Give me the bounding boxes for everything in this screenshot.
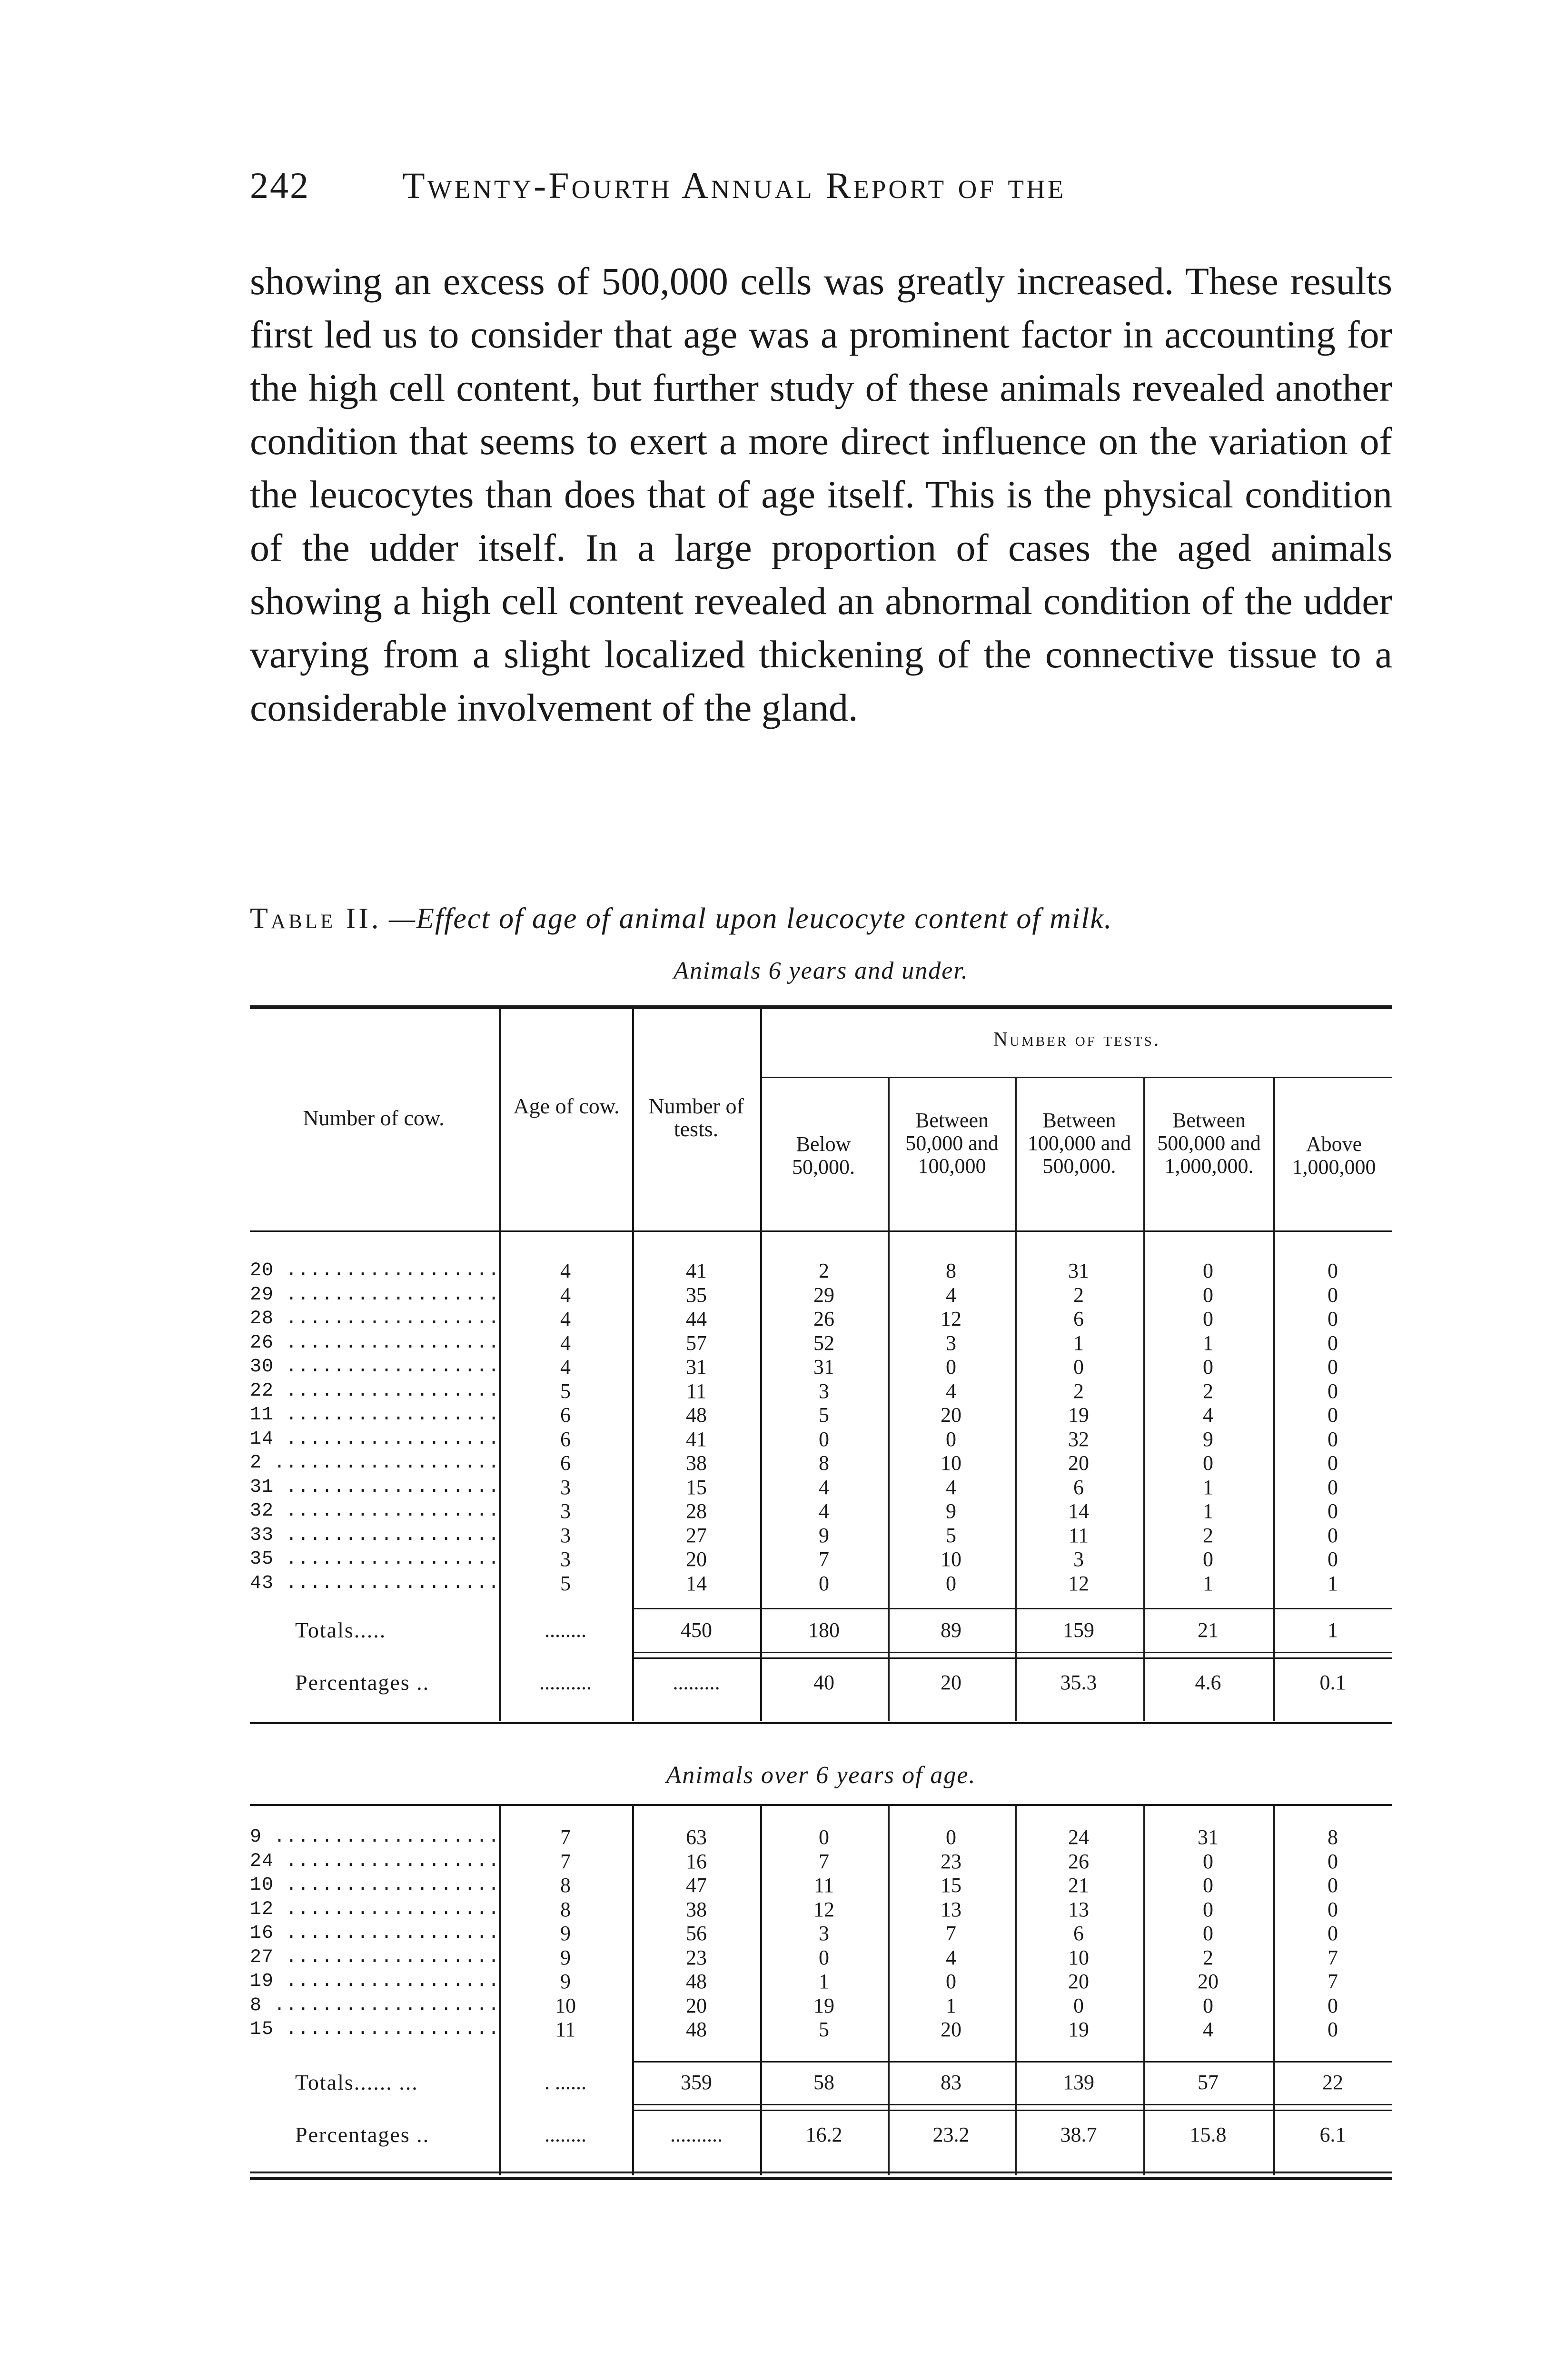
cell-b1: 13 (941, 1897, 961, 1921)
pct-rule-b-0 (633, 1657, 1392, 1659)
vline-tests-2 (632, 1804, 634, 2175)
row-cow-number: 26 .................. (250, 1332, 500, 1354)
totals-rule-0 (633, 1608, 1392, 1609)
cell-above: 0 (1328, 1475, 1338, 1499)
percentages-below: 40 (813, 1671, 834, 1694)
cell-age: 6 (560, 1403, 571, 1427)
row-cow-number: 24 .................. (250, 1850, 500, 1872)
cell-tests: 35 (686, 1283, 707, 1307)
cell-age: 4 (560, 1355, 571, 1378)
col-header-cow: Number of cow. (303, 1106, 445, 1130)
cell-below: 11 (813, 1874, 834, 1897)
cell-tests: 57 (686, 1331, 707, 1355)
leader-dots: .................. (274, 1572, 500, 1594)
table-bottom-rule-1 (250, 2172, 1392, 2173)
cell-age: 4 (560, 1331, 571, 1355)
running-title: Twenty-Fourth Annual Report of the (402, 165, 1066, 206)
leader-dots: .................. (274, 1260, 500, 1281)
cell-tests: 48 (686, 1970, 707, 1993)
cell-above: 0 (1328, 1427, 1338, 1451)
cell-b1: 9 (946, 1499, 956, 1523)
cell-age: 10 (555, 1993, 576, 2017)
cell-tests: 48 (686, 2018, 707, 2041)
vline-b2-2 (1015, 1804, 1017, 2175)
totals-above: 1 (1328, 1618, 1338, 1642)
cell-b2: 20 (1068, 1970, 1089, 1993)
leader-dots: .................. (274, 2019, 500, 2040)
cell-age: 9 (560, 1945, 571, 1969)
cell-above: 0 (1328, 1283, 1338, 1307)
cell-below: 4 (819, 1475, 829, 1499)
cell-b3: 1 (1203, 1571, 1213, 1595)
totals-rule-1 (633, 2061, 1392, 2063)
percentages-b1: 23.2 (932, 2123, 970, 2146)
cell-b2: 6 (1073, 1475, 1084, 1499)
totals-b3: 21 (1198, 1618, 1219, 1642)
cell-tests: 38 (686, 1451, 707, 1475)
row-cow-number: 35 .................. (250, 1548, 500, 1570)
pct-rule-a-1 (633, 2104, 1392, 2105)
cell-b2: 1 (1073, 1331, 1084, 1355)
col-header-b2: Between 100,000 and 500,000. (1027, 1109, 1131, 1178)
col-header-below: Below 50,000. (792, 1132, 855, 1179)
cell-b3: 1 (1203, 1475, 1213, 1499)
vline-b1 (888, 1077, 890, 1721)
percentages-b2: 35.3 (1060, 1671, 1097, 1694)
cell-age: 3 (560, 1475, 571, 1499)
row-cow-number: 27 .................. (250, 1946, 500, 1968)
cell-age: 3 (560, 1547, 571, 1571)
section-caption-old: Animals over 6 years of age. (666, 1762, 976, 1789)
section-1-bottom-rule (250, 1722, 1392, 1724)
leader-dots: .................. (274, 1332, 500, 1354)
totals-tests: 359 (681, 2071, 712, 2094)
cell-b3: 4 (1203, 1403, 1213, 1427)
cell-below: 26 (813, 1307, 834, 1330)
cell-above: 0 (1328, 1874, 1338, 1897)
totals-b2: 159 (1063, 1618, 1094, 1642)
row-cow-number: 43 .................. (250, 1572, 500, 1594)
row-cow-number: 32 .................. (250, 1500, 500, 1522)
cell-b2: 0 (1073, 1993, 1084, 2017)
cell-b1: 0 (946, 1825, 956, 1849)
cell-b1: 10 (941, 1451, 961, 1475)
cell-below: 5 (819, 2018, 829, 2041)
cell-below: 1 (819, 1970, 829, 1993)
cell-b3: 0 (1203, 1355, 1213, 1378)
cell-above: 7 (1328, 1945, 1338, 1969)
cell-tests: 41 (686, 1427, 707, 1451)
vline-above-2 (1273, 1804, 1275, 2175)
cell-below: 9 (819, 1523, 829, 1547)
col-header-b3: Between 500,000 and 1,000,000. (1157, 1109, 1261, 1178)
cell-b3: 2 (1203, 1945, 1213, 1969)
vline-b2 (1015, 1077, 1017, 1721)
cell-above: 0 (1328, 1523, 1338, 1547)
cell-tests: 20 (686, 1993, 707, 2017)
cell-b1: 0 (946, 1571, 956, 1595)
cell-tests: 56 (686, 1922, 707, 1945)
cell-tests: 28 (686, 1499, 707, 1523)
cell-above: 0 (1328, 1355, 1338, 1378)
leader-dots: .................. (274, 1524, 500, 1546)
cell-below: 0 (819, 1945, 829, 1969)
cell-b2: 10 (1068, 1945, 1089, 1969)
table-title: —Effect of age of animal upon leucocyte content of milk. (388, 902, 1113, 935)
row-cow-number: 29 .................. (250, 1284, 500, 1306)
cell-b3: 0 (1203, 1874, 1213, 1897)
leader-dots: .................. (274, 1946, 500, 1968)
cell-above: 0 (1328, 1897, 1338, 1921)
cell-above: 0 (1328, 1922, 1338, 1945)
cell-tests: 20 (686, 1547, 707, 1571)
cell-above: 1 (1328, 1571, 1338, 1595)
cell-tests: 48 (686, 1403, 707, 1427)
row-cow-number: 20 .................. (250, 1260, 500, 1281)
cell-b1: 10 (941, 1547, 961, 1571)
cell-below: 29 (813, 1283, 834, 1307)
group-header-rule (762, 1077, 1392, 1078)
row-cow-number: 9 ................... (250, 1826, 500, 1848)
cell-below: 7 (819, 1547, 829, 1571)
percentages-b1: 20 (941, 1671, 961, 1694)
totals-b2: 139 (1063, 2071, 1094, 2094)
cell-b2: 6 (1073, 1922, 1084, 1945)
row-cow-number: 14 .................. (250, 1428, 500, 1450)
cell-age: 7 (560, 1849, 571, 1873)
row-cow-number: 11 .................. (250, 1404, 500, 1426)
col-header-age: Age of cow. (513, 1094, 620, 1118)
vline-tests (632, 1009, 634, 1721)
cell-b3: 0 (1203, 1547, 1213, 1571)
col-header-tests: Number of tests. (648, 1094, 744, 1141)
cell-b2: 20 (1068, 1451, 1089, 1475)
row-cow-number: 30 .................. (250, 1356, 500, 1378)
cell-below: 52 (813, 1331, 834, 1355)
col-header-above: Above 1,000,000 (1292, 1132, 1376, 1179)
cell-below: 0 (819, 1825, 829, 1849)
totals-label: Totals...... ... (295, 2070, 418, 2094)
vline-above (1273, 1077, 1275, 1721)
leader-dots: .................. (274, 1428, 500, 1450)
cell-above: 0 (1328, 1547, 1338, 1571)
cell-above: 0 (1328, 1307, 1338, 1330)
totals-above: 22 (1322, 2071, 1343, 2094)
leader-dots: ................... (262, 1452, 500, 1474)
body-paragraph: showing an excess of 500,000 cells was greatly increased. These results first led us to consider that age was a prominent factor in accounting for the high cell content, but further study of these animals revealed another condition that seems to exert a more direct influence on the variation of the leucocytes than does that of age itself. This is the physical condition of the udder itself. In a large proportion of cases the aged animals showing a high cell content revealed an abnormal condition of the udder varying from a slight localized thickening of the connective tissue to a considerable involvement of the gland. (250, 259, 1392, 729)
percentages-b2: 38.7 (1060, 2123, 1097, 2146)
table-label: Table II. (250, 902, 382, 935)
leader-dots: .................. (274, 1356, 500, 1378)
row-cow-number: 8 ................... (250, 1994, 500, 2016)
percentages-b3: 15.8 (1189, 2123, 1227, 2146)
cell-b3: 20 (1198, 1970, 1219, 1993)
vline-b1-2 (888, 1804, 890, 2175)
cell-above: 7 (1328, 1970, 1338, 1993)
leader-dots: .................. (274, 1476, 500, 1498)
cell-above: 0 (1328, 1993, 1338, 2017)
cell-age: 4 (560, 1307, 571, 1330)
leader-dots: .................. (274, 1380, 500, 1402)
cell-below: 3 (819, 1922, 829, 1945)
cell-b2: 26 (1068, 1849, 1089, 1873)
cell-above: 0 (1328, 1259, 1338, 1282)
cell-b1: 0 (946, 1427, 956, 1451)
cell-tests: 63 (686, 1825, 707, 1849)
section-caption-young: Animals 6 years and under. (674, 957, 969, 984)
cell-b3: 31 (1198, 1825, 1219, 1849)
totals-b1: 83 (941, 2071, 961, 2094)
cell-b1: 0 (946, 1355, 956, 1378)
row-cow-number: 22 .................. (250, 1380, 500, 1402)
cell-tests: 44 (686, 1307, 707, 1330)
cell-b1: 5 (946, 1523, 956, 1547)
pct-rule-a-0 (633, 1652, 1392, 1653)
cell-b1: 4 (946, 1945, 956, 1969)
totals-age: ........ (545, 1618, 586, 1642)
percentages-tests: .......... (670, 2123, 723, 2146)
cell-age: 9 (560, 1970, 571, 1993)
cell-above: 0 (1328, 2018, 1338, 2041)
cell-below: 2 (819, 1259, 829, 1282)
cell-above: 0 (1328, 1499, 1338, 1523)
col-group-header: Number of tests. (993, 1029, 1161, 1051)
cell-b1: 7 (946, 1922, 956, 1945)
cell-b1: 8 (946, 1259, 956, 1282)
percentages-above: 0.1 (1319, 1671, 1346, 1694)
totals-label: Totals..... (295, 1618, 386, 1642)
cell-b3: 4 (1203, 2018, 1213, 2041)
cell-tests: 47 (686, 1874, 707, 1897)
cell-age: 11 (555, 2018, 576, 2041)
cell-below: 12 (813, 1897, 834, 1921)
row-cow-number: 10 .................. (250, 1874, 500, 1896)
leader-dots: .................. (274, 1850, 500, 1872)
percentages-below: 16.2 (805, 2123, 842, 2146)
cell-b3: 0 (1203, 1259, 1213, 1282)
row-cow-number: 16 .................. (250, 1923, 500, 1944)
cell-b2: 13 (1068, 1897, 1089, 1921)
section-2-top-rule (250, 1804, 1392, 1806)
leader-dots: .................. (274, 1923, 500, 1944)
cell-b1: 4 (946, 1283, 956, 1307)
vline-below (760, 1009, 762, 1721)
leader-dots: .................. (274, 1404, 500, 1426)
totals-b1: 89 (941, 1618, 961, 1642)
percentages-label: Percentages .. (295, 2122, 430, 2147)
leader-dots: .................. (274, 1308, 500, 1329)
cell-b3: 0 (1203, 1897, 1213, 1921)
header-bottom-rule (250, 1230, 1392, 1232)
totals-below: 180 (808, 1618, 840, 1642)
leader-dots: ................... (262, 1826, 500, 1848)
cell-below: 0 (819, 1571, 829, 1595)
cell-below: 4 (819, 1499, 829, 1523)
row-cow-number: 12 .................. (250, 1898, 500, 1920)
cell-tests: 11 (686, 1379, 707, 1403)
pct-rule-b-1 (633, 2110, 1392, 2111)
cell-below: 31 (813, 1355, 834, 1378)
cell-above: 0 (1328, 1379, 1338, 1403)
cell-tests: 15 (686, 1475, 707, 1499)
leader-dots: .................. (274, 1500, 500, 1522)
row-cow-number: 19 .................. (250, 1971, 500, 1992)
cell-age: 7 (560, 1825, 571, 1849)
cell-b3: 9 (1203, 1427, 1213, 1451)
row-cow-number: 28 .................. (250, 1308, 500, 1329)
totals-below: 58 (813, 2071, 834, 2094)
vline-b3 (1143, 1077, 1145, 1721)
percentages-age: ........ (545, 2123, 586, 2146)
cell-b3: 0 (1203, 1993, 1213, 2017)
cell-b2: 12 (1068, 1571, 1089, 1595)
leader-dots: .................. (274, 1284, 500, 1306)
row-cow-number: 31 .................. (250, 1476, 500, 1498)
cell-below: 8 (819, 1451, 829, 1475)
cell-age: 3 (560, 1499, 571, 1523)
cell-b1: 4 (946, 1379, 956, 1403)
cell-b1: 15 (941, 1874, 961, 1897)
cell-b2: 32 (1068, 1427, 1089, 1451)
leader-dots: .................. (274, 1874, 500, 1896)
vline-below-2 (760, 1804, 762, 2175)
running-header (250, 164, 1392, 212)
cell-above: 0 (1328, 1403, 1338, 1427)
percentages-above: 6.1 (1319, 2123, 1346, 2146)
cell-b1: 1 (946, 1993, 956, 2017)
cell-b2: 19 (1068, 2018, 1089, 2041)
cell-tests: 16 (686, 1849, 707, 1873)
totals-tests: 450 (681, 1618, 712, 1642)
cell-b1: 4 (946, 1475, 956, 1499)
row-cow-number: 33 .................. (250, 1524, 500, 1546)
vline-b3-2 (1143, 1804, 1145, 2175)
cell-b2: 2 (1073, 1283, 1084, 1307)
cell-b3: 2 (1203, 1379, 1213, 1403)
cell-age: 8 (560, 1874, 571, 1897)
table-top-rule (250, 1005, 1392, 1009)
cell-age: 5 (560, 1571, 571, 1595)
cell-tests: 23 (686, 1945, 707, 1969)
percentages-tests: ......... (673, 1671, 720, 1694)
page-number: 242 (250, 165, 310, 206)
cell-below: 7 (819, 1849, 829, 1873)
cell-tests: 14 (686, 1571, 707, 1595)
col-header-b1: Between 50,000 and 100,000 (905, 1109, 999, 1178)
cell-below: 3 (819, 1379, 829, 1403)
cell-b3: 0 (1203, 1307, 1213, 1330)
cell-b3: 1 (1203, 1499, 1213, 1523)
cell-b3: 0 (1203, 1451, 1213, 1475)
cell-b1: 20 (941, 1403, 961, 1427)
cell-b2: 3 (1073, 1547, 1084, 1571)
leader-dots: .................. (274, 1548, 500, 1570)
cell-below: 19 (813, 1993, 834, 2017)
cell-above: 0 (1328, 1451, 1338, 1475)
cell-b3: 0 (1203, 1922, 1213, 1945)
row-cow-number: 15 .................. (250, 2019, 500, 2040)
cell-b1: 0 (946, 1970, 956, 1993)
cell-b2: 19 (1068, 1403, 1089, 1427)
cell-b2: 21 (1068, 1874, 1089, 1897)
cell-age: 9 (560, 1922, 571, 1945)
cell-b2: 0 (1073, 1355, 1084, 1378)
cell-age: 6 (560, 1451, 571, 1475)
leader-dots: .................. (274, 1898, 500, 1920)
leader-dots: ................... (262, 1994, 500, 2016)
cell-b3: 2 (1203, 1523, 1213, 1547)
cell-tests: 27 (686, 1523, 707, 1547)
cell-b1: 23 (941, 1849, 961, 1873)
cell-tests: 31 (686, 1355, 707, 1378)
table-bottom-rule-2 (250, 2177, 1392, 2180)
cell-age: 4 (560, 1283, 571, 1307)
cell-b3: 0 (1203, 1283, 1213, 1307)
cell-b2: 14 (1068, 1499, 1089, 1523)
cell-b2: 24 (1068, 1825, 1089, 1849)
cell-below: 5 (819, 1403, 829, 1427)
cell-above: 0 (1328, 1849, 1338, 1873)
cell-age: 3 (560, 1523, 571, 1547)
cell-b3: 0 (1203, 1849, 1213, 1873)
totals-b3: 57 (1198, 2071, 1219, 2094)
percentages-label: Percentages .. (295, 1670, 430, 1695)
cell-b2: 2 (1073, 1379, 1084, 1403)
cell-age: 6 (560, 1427, 571, 1451)
leader-dots: .................. (274, 1971, 500, 1992)
cell-b3: 1 (1203, 1331, 1213, 1355)
cell-age: 4 (560, 1259, 571, 1282)
cell-above: 8 (1328, 1825, 1338, 1849)
cell-age: 5 (560, 1379, 571, 1403)
cell-b2: 31 (1068, 1259, 1089, 1282)
cell-tests: 38 (686, 1897, 707, 1921)
cell-age: 8 (560, 1897, 571, 1921)
cell-b1: 12 (941, 1307, 961, 1330)
cell-above: 0 (1328, 1331, 1338, 1355)
percentages-b3: 4.6 (1195, 1671, 1221, 1694)
row-cow-number: 2 ................... (250, 1452, 500, 1474)
cell-b1: 3 (946, 1331, 956, 1355)
totals-age: . ...... (545, 2071, 586, 2094)
cell-tests: 41 (686, 1259, 707, 1282)
cell-b1: 20 (941, 2018, 961, 2041)
table-caption (250, 902, 1392, 936)
cell-b2: 6 (1073, 1307, 1084, 1330)
cell-below: 0 (819, 1427, 829, 1451)
percentages-age: .......... (539, 1671, 592, 1694)
cell-b2: 11 (1068, 1523, 1089, 1547)
